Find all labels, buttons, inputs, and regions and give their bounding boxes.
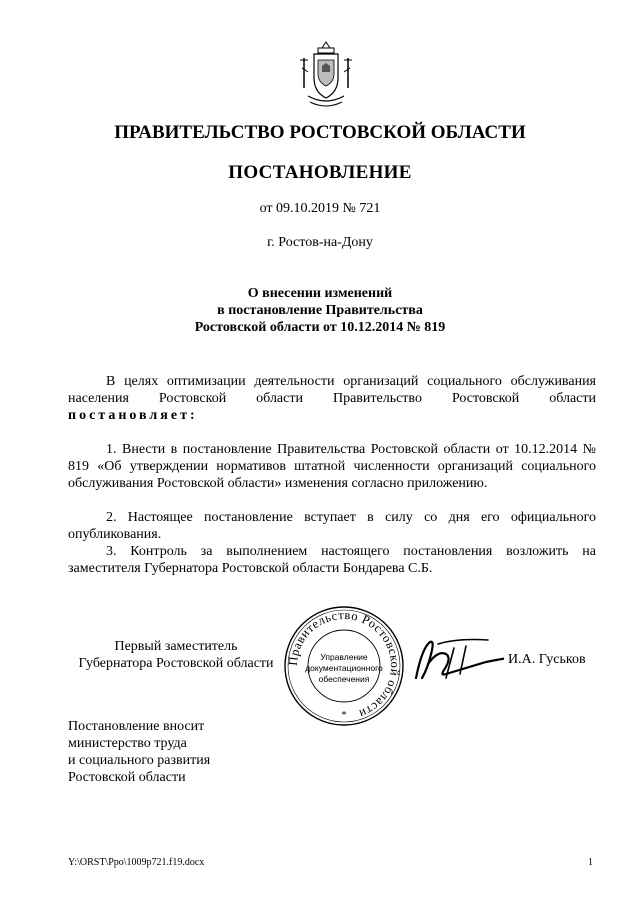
subject-line: Ростовской области от 10.12.2014 № 819 xyxy=(194,320,446,335)
list-item: 2. Настоящее постановление вступает в силу со дня его официального опубликования. xyxy=(68,510,596,542)
star-icon: * xyxy=(341,710,347,721)
date-and-number: от 09.10.2019 № 721 xyxy=(259,201,381,216)
document-subject xyxy=(0,285,640,336)
stamp-center-line: обеспечения xyxy=(318,674,370,684)
introduced-by: Постановление вносит министерство труда и социального развития Ростовской области xyxy=(68,719,211,785)
official-stamp xyxy=(282,604,406,728)
subject-line: О внесении изменений xyxy=(247,286,393,301)
preamble xyxy=(68,373,596,424)
document-type: ПОСТАНОВЛЕНИЕ xyxy=(228,162,412,183)
preamble-text: В целях оптимизации деятельности организаций социального обслуживания населения Ростовской области Правительство Ростовской области xyxy=(68,374,596,406)
signatory-name: И.А. Гуськов xyxy=(508,652,586,667)
list-item: 3. Контроль за выполнением настоящего постановления возложить на заместителя Губернатора Ростовской области Бондарева С.Б. xyxy=(68,544,596,576)
signatory-title: Первый заместитель Губернатора Ростовской области xyxy=(78,639,274,671)
list-item: 1. Внести в постановление Правительства Ростовской области от 10.12.2014 № 819 «Об утверждении нормативов штатной численности организаций социального обслуживания Ростовской области» изменения согласно приложению. xyxy=(68,442,596,491)
file-path: Y:\ORST\Ppo\1009p721.f19.docx xyxy=(68,857,205,868)
stamp-center-line: документационного xyxy=(305,663,383,673)
city-line: г. Ростов-на-Дону xyxy=(267,235,373,250)
stamp-center-line: Управление xyxy=(320,652,368,662)
decree-word: постановляет: xyxy=(68,408,198,423)
subject-line: в постановление Правительства xyxy=(217,303,423,318)
coat-of-arms-icon xyxy=(296,38,356,110)
stamp-ring-text: Правительство Ростовской области xyxy=(285,607,403,722)
organization-title: ПРАВИТЕЛЬСТВО РОСТОВСКОЙ ОБЛАСТИ xyxy=(114,122,526,143)
handwritten-signature xyxy=(408,628,504,690)
page-number: 1 xyxy=(588,857,593,868)
